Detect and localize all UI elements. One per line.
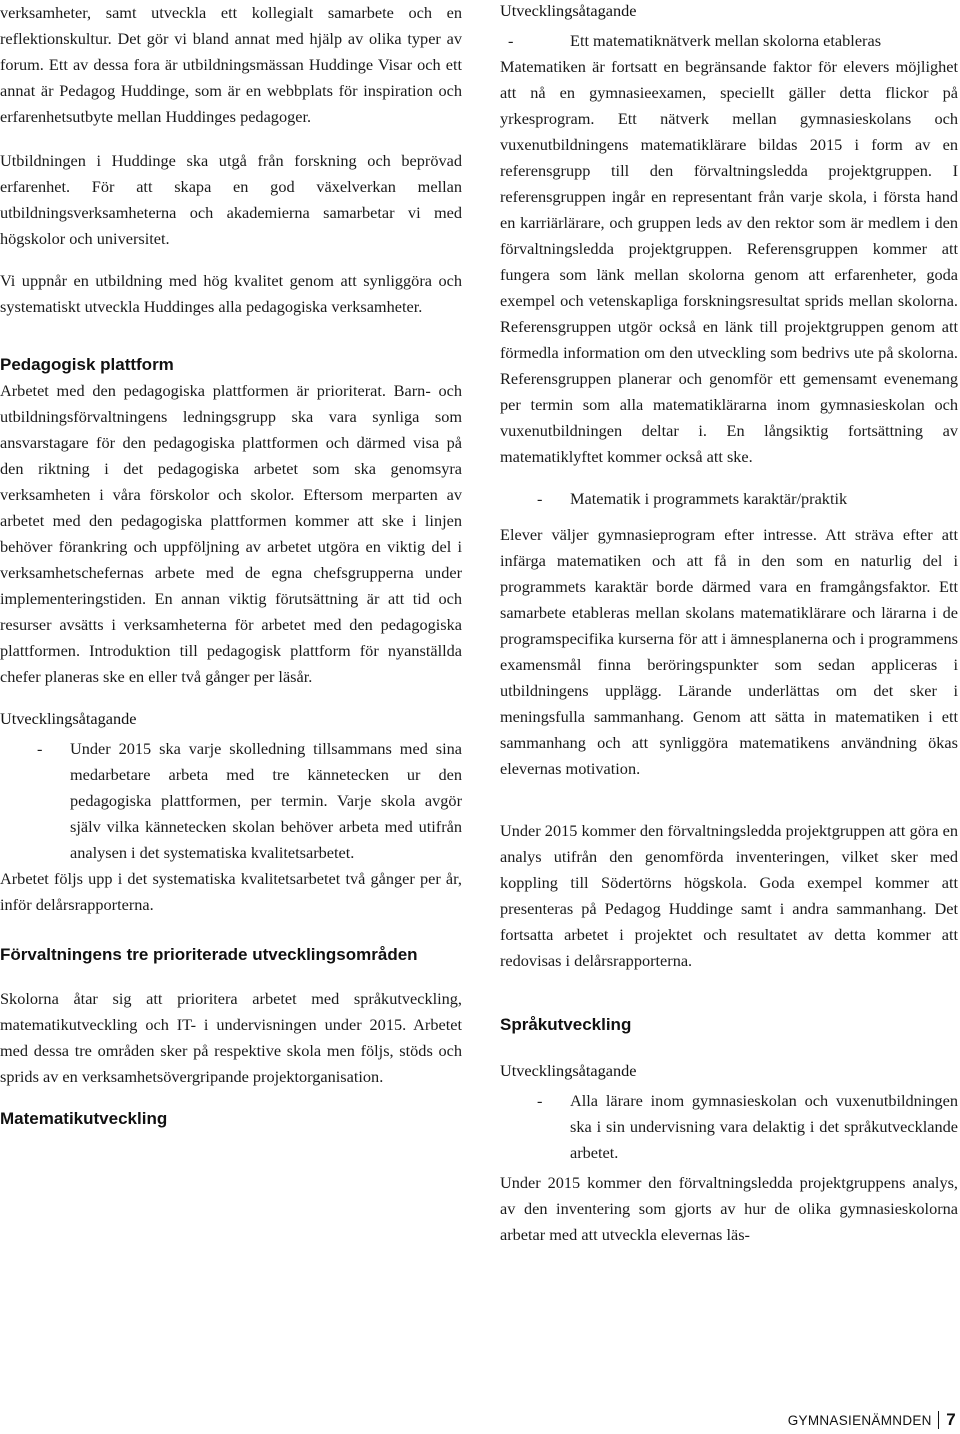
list-item-text: Ett matematiknätverk mellan skolorna etableras — [570, 31, 882, 50]
footer-label: GYMNASIENÄMNDEN — [787, 1413, 932, 1428]
heading-utvecklingsatagande-2: Utvecklingsåtagande — [500, 1, 637, 20]
heading-utvecklingsatagande-3: Utvecklingsåtagande — [500, 1061, 637, 1080]
paragraph-kvalitet: Vi uppnår en utbildning med hög kvalitet genom att synliggöra och systematiskt utveckla Huddinges alla pedagogiska verksamheter. — [0, 271, 462, 316]
heading-prioriterade-omraden: Förvaltningens tre prioriterade utvecklingsområden — [0, 945, 418, 964]
dash-bullet: - — [508, 31, 514, 50]
dash-bullet: - — [537, 1091, 543, 1110]
heading-matematikutveckling: Matematikutveckling — [0, 1109, 168, 1128]
page-footer — [788, 1410, 956, 1430]
paragraph-skolorna: Skolorna åtar sig att prioritera arbetet med språkutveckling, matematikutveckling och IT- i undervisningen under 2015. Arbetet med dessa tre områden sker på respektive skola men följs, stöds och sprids av en verksamhetsövergripande projektorganisation. — [0, 989, 462, 1086]
list-item-text: Matematik i programmets karaktär/praktik — [570, 489, 848, 508]
paragraph-natverk: Matematiken är fortsatt en begränsande faktor för elevers möjlighet att nå en gymnasieexamen, speciellt gäller detta flickor på yrkesprogram. Ett nätverk mellan gymnasieskolans och vuxenutbildningens matematiklärare bildas 2015 i form av en referensgrupp till den förvaltningsledda projektgruppen. I referensgruppen ingår en representant från varje skola, i första hand en karriärlärare, och gruppen leds av den rektor som är medlem i den förvaltningsledda projektgruppen. Referensgruppen kommer att fungera som länk mellan skolorna genom att erfarenheter, goda exempel och vetenskapliga forskningsresultat sprids mellan skolorna. Referensgruppen utgör också en länk till projektgruppen genom att förmedla information om den utveckling som bedrivs ute på skolorna. Referensgruppen planerar och genomför ett gemensamt evenemang per termin som alla matematiklärarna inom gymnasieskolan och vuxenutbildningen deltar i. En långsiktig fortsättning av matematiklyftet kommer också att ske. — [500, 57, 958, 466]
page-number: 7 — [946, 1410, 956, 1429]
footer-divider — [938, 1411, 940, 1429]
list-item-larare — [500, 1088, 958, 1166]
paragraph-plattform: Arbetet med den pedagogiska plattformen är prioriterat. Barn- och utbildningsförvaltningens ledningsgrupp ska vara synliga som ansvarstagare för den pedagogiska plattformen och därmed visa på den riktning i det pedagogiska arbetet som ska genomsyra verksamheten i våra förskolor och skolor. Eftersom merparten av arbetet med den pedagogiska plattformen kommer att ske i linjen behöver förankring och uppföljning av arbetet utgöra en viktig del i verksamhetschefernas arbete med de egna chefsgrupperna under implementeringstiden. En annan viktig förutsättning är att tid och resurser avsätts i verksamheterna för arbetet med den pedagogiska plattformen. Introduktion till pedagogisk plattform för nyanställda chefer planeras ske en eller två gånger per läsår. — [0, 381, 462, 686]
list-item-text: Under 2015 ska varje skolledning tillsammans med sina medarbetare arbeta med tre kännetecken ur den pedagogiska plattformen, per termin. Varje skola avgör själv vilka kännetecken skolan behöver arbeta med utifrån analysen i det systematiska kvalitetsarbetet. — [70, 739, 462, 862]
heading-utvecklingsatagande-1: Utvecklingsåtagande — [0, 709, 137, 728]
heading-pedagogisk-plattform: Pedagogisk plattform — [0, 355, 174, 374]
paragraph-elever: Elever väljer gymnasieprogram efter intresse. Att sträva efter att infärga matematiken och att få in den som en naturlig del i programmets karaktär borde därmed vara en framgångsfaktor. Ett samarbete etableras mellan skolans matematiklärare och lärarna i de programspecifika kurserna för att i ämnesplanerna och i programmens examensmål finna beröringspunkter som sedan appliceras i utbildningens upplägg. Lärande underlättas om det sker i meningsfulla sammanhang. Genom att sätta in matematiken i ett sammanhang och att synliggöra matematikens användning ökas elevernas motivation. — [500, 525, 958, 778]
paragraph-analys: Under 2015 kommer den förvaltningsledda projektgruppen att göra en analys utifrån den genomförda inventeringen, vilket sker med koppling till Södertörns högskola. Goda exempel kommer att presenteras på Pedagog Huddinge samt i andra sammanhang. Det fortsatta arbetet i projektet och resultatet av detta kommer att redovisas i delårsrapporterna. — [500, 821, 958, 970]
heading-sprakutveckling: Språkutveckling — [500, 1015, 632, 1034]
paragraph-forskning: Utbildningen i Huddinge ska utgå från forskning och beprövad erfarenhet. För att skapa en god växelverkan mellan utbildningsverksamheterna och akademierna samarbetar vi med högskolor och universitet. — [0, 151, 462, 248]
right-column — [500, 0, 958, 1264]
left-column — [0, 0, 462, 1132]
dash-bullet: - — [37, 739, 43, 758]
list-item-natverk — [500, 28, 958, 54]
paragraph-uppfoljning: Arbetet följs upp i det systematiska kvalitetsarbetet två gånger per år, inför delårsrapporterna. — [0, 869, 462, 914]
paragraph-sprak-analys: Under 2015 kommer den förvaltningsledda projektgruppens analys, av den inventering som gjorts av hur de olika gymnasieskolorna arbetar med att utveckla elevernas läs- — [500, 1173, 958, 1244]
list-item-skolledning — [0, 736, 462, 866]
dash-bullet: - — [537, 489, 543, 508]
paragraph-forum: verksamheter, samt utveckla ett kollegialt samarbete och en reflektionskultur. Det gör vi bland annat med hjälp av olika typer av forum. Ett av dessa fora är utbildningsmässan Huddinge Visar och ett annat är Pedagog Huddinge, som är en webbplats för inspiration och erfarenhetsutbyte mellan Huddinges pedagoger. — [0, 3, 462, 126]
list-item-karaktar — [500, 486, 958, 512]
list-item-text: Alla lärare inom gymnasieskolan och vuxenutbildningen ska i sin undervisning vara delaktig i det språkutvecklande arbetet. — [570, 1091, 958, 1162]
